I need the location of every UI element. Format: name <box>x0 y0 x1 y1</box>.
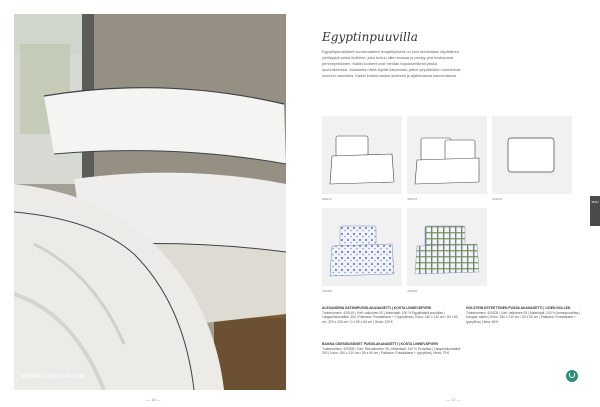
caption-brand: KOSTA <box>22 374 42 380</box>
bedding-illustration <box>14 14 286 390</box>
description-heading-2: HOLSTEIN ESTEETTINEN PUSSILAKANASETTI | LIDEN NOLLEN <box>466 306 571 310</box>
description-body-3: Tuotenumero: 429305 | Väri: Sinivalkoinen 05 | Materiaali: 100 % Puuvillaa | Langanlukumäärä: 200 | Koko: 150 x 210 cm / 50 x 60 cm | Pakkaus: Pussilakana + tyynyliina | Hinta: 79 € <box>322 346 462 356</box>
product-thumb-3[interactable] <box>492 116 572 194</box>
product-description-1 <box>322 306 462 324</box>
photo-caption <box>22 374 86 380</box>
product-description-2 <box>466 306 586 324</box>
eco-label-icon <box>566 370 578 382</box>
product-thumb-4[interactable] <box>322 208 402 286</box>
description-body-1: Tuotenumero: 429115 | Väri: valkoinen 05 | Materiaali: 100 % Egyptiläistä puuvillaa | Langanlukumäärä: 300 | Pakkaus: Pussilakana + 2 tyynyliinaa | Koko: 150 x 210 cm / 50 x 60 cm, 220 x 220 cm / 2 x 50 x 60 cm | Hinta: 129 € <box>322 310 458 324</box>
section-tab[interactable]: SISU <box>590 196 600 226</box>
description-heading-1: ALEXANDRIA SATIINIPUSSILAKANASETTI | KOSTA LINNEVÄFVERI <box>322 306 432 310</box>
bedding-photo <box>14 14 286 390</box>
product-code-1: 429115 <box>322 197 332 201</box>
white-bedding-set-image <box>407 116 487 194</box>
left-page-number: — 16 — <box>146 397 161 402</box>
product-thumb-2[interactable] <box>407 116 487 194</box>
right-page-number: — 17 — <box>446 397 461 402</box>
product-thumb-1[interactable] <box>322 116 402 194</box>
product-code-2: 429135 <box>407 197 418 201</box>
white-bedding-image <box>322 116 402 194</box>
floral-bedding-image <box>322 208 402 286</box>
product-code-3: 429145 <box>492 197 503 201</box>
checked-bedding-image <box>407 208 487 286</box>
description-body-2: Tuotenumero: 429205 | Väri: valkoinen 05 | Materiaali: 100 % luomupuuvillaa | Kangas: satiini | Koko: 150 x 210 cm / 50 x 60 cm | Pakkaus: Pussilakana + tyynyliina | Hinta: 89 € <box>466 310 581 324</box>
description-heading-3: BAGNA ODESSIUSKISET PUSSILAKANASETTI | KOSTA LINNEVÄFVERI <box>322 342 438 346</box>
caption-rest: LINNEVÄFVERI <box>41 374 86 380</box>
page-title: Egyptinpuuvilla <box>322 30 418 44</box>
product-description-3 <box>322 342 462 356</box>
product-code-4: 429205 <box>322 289 333 293</box>
intro-text: Egyptinpuuvillaiset vuodevaatteet ilmapitkyinmiä on kuin kehdattaan täydellinen ylellisyyttä pelkä ihollinen, joka tuntuu siltin kaukaa ja pestyy yhä huvimpana pehmeymilöinen. Kaikki tuotteet ovat meidän hapuksellisesti yksillä suunnittelussa. Jokaiselta niistä löydät haluamasi, jotkut ympäristöön huomioivat luonnon valmistus. Kaikki korkea laatua yhdessä ja ajattomassa kauneudessa. <box>322 49 461 78</box>
product-thumb-5[interactable] <box>407 208 487 286</box>
product-code-5: 429305 <box>407 289 418 293</box>
white-pillowcase-image <box>492 116 572 194</box>
